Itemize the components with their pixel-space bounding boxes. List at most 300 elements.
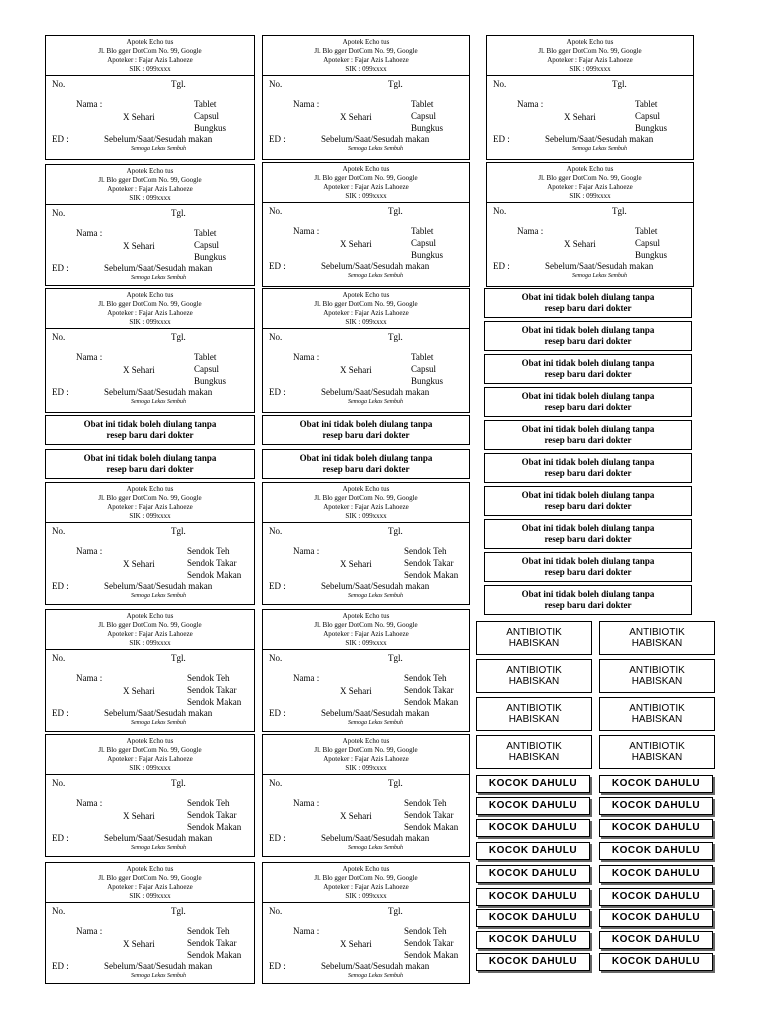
shake-first-label: KOCOK DAHULU <box>476 888 590 906</box>
no-field: No. <box>269 206 283 216</box>
warning-line: Obat ini tidak boleh diulang tanpa <box>521 556 655 566</box>
spoon-option: Sendok Teh <box>187 673 230 683</box>
shake-first-label: KOCOK DAHULU <box>599 819 713 837</box>
shake-first-label: KOCOK DAHULU <box>599 909 713 927</box>
no-field: No. <box>52 906 66 916</box>
antibiotic-line: ANTIBIOTIK <box>506 665 562 676</box>
spoon-option: Sendok Teh <box>404 673 447 683</box>
pharmacy-address: Jl. Blo gger DotCom No. 99, Google <box>314 47 418 55</box>
no-field: No. <box>52 79 66 89</box>
shake-first-label: KOCOK DAHULU <box>476 819 590 837</box>
spoon-option: Sendok Teh <box>404 926 447 936</box>
motto-text: Semoga Lekas Sembuh <box>131 720 186 726</box>
antibiotic-line: HABISKAN <box>631 676 683 687</box>
per-day-field: X Sehari <box>340 365 372 375</box>
no-field: No. <box>52 526 66 536</box>
syrup-label <box>262 862 470 984</box>
no-refill-warning-label <box>262 449 470 479</box>
syrup-label <box>45 862 255 984</box>
syrup-label <box>262 734 470 857</box>
pharmacy-pharmacist: Apoteker : Fajar Azis Lahoeze <box>107 503 193 511</box>
pharmacy-pharmacist: Apoteker : Fajar Azis Lahoeze <box>107 309 193 317</box>
antibiotic-line: ANTIBIOTIK <box>506 741 562 752</box>
pharmacy-address: Jl. Blo gger DotCom No. 99, Google <box>314 874 418 882</box>
meal-timing-field: Sebelum/Saat/Sesudah makan <box>104 833 213 843</box>
meal-timing-field: Sebelum/Saat/Sesudah makan <box>321 387 430 397</box>
date-field: Tgl. <box>388 653 403 663</box>
label-header <box>46 289 254 329</box>
dosage-form-option: Tablet <box>194 352 217 362</box>
per-day-field: X Sehari <box>123 112 155 122</box>
antibiotic-line: ANTIBIOTIK <box>629 627 685 638</box>
shake-first-label: KOCOK DAHULU <box>599 775 713 793</box>
name-field: Nama : <box>76 352 103 362</box>
pharmacy-name: Apotek Echo tus <box>126 865 174 873</box>
pharmacy-address: Jl. Blo gger DotCom No. 99, Google <box>314 621 418 629</box>
name-field: Nama : <box>293 673 320 683</box>
motto-text: Semoga Lekas Sembuh <box>131 593 186 599</box>
pharmacy-name: Apotek Echo tus <box>566 38 614 46</box>
pharmacy-pharmacist: Apoteker : Fajar Azis Lahoeze <box>107 755 193 763</box>
warning-line: Obat ini tidak boleh diulang tanpa <box>521 457 655 467</box>
pharmacy-address: Jl. Blo gger DotCom No. 99, Google <box>98 621 202 629</box>
dosage-form-option: Bungkus <box>411 250 444 260</box>
warning-line: Obat ini tidak boleh diulang tanpa <box>521 589 655 599</box>
pharmacy-address: Jl. Blo gger DotCom No. 99, Google <box>314 494 418 502</box>
date-field: Tgl. <box>171 778 186 788</box>
pharmacy-name: Apotek Echo tus <box>342 38 390 46</box>
pharmacy-pharmacist: Apoteker : Fajar Azis Lahoeze <box>323 503 409 511</box>
pharmacy-sik: SIK : 099xxxx <box>569 65 611 73</box>
date-field: Tgl. <box>388 526 403 536</box>
motto-text: Semoga Lekas Sembuh <box>131 399 186 405</box>
shake-first-label: KOCOK DAHULU <box>599 865 713 883</box>
no-field: No. <box>52 208 66 218</box>
dosage-form-option: Bungkus <box>411 123 444 133</box>
no-refill-warning-label <box>484 288 692 318</box>
motto-text: Semoga Lekas Sembuh <box>348 146 403 152</box>
date-field: Tgl. <box>388 206 403 216</box>
antibiotic-line: HABISKAN <box>508 676 560 687</box>
shake-first-label: KOCOK DAHULU <box>599 931 713 949</box>
pharmacy-sik: SIK : 099xxxx <box>345 192 387 200</box>
tablet-label <box>45 288 255 413</box>
antibiotic-label <box>599 659 715 693</box>
spoon-option: Sendok Teh <box>187 546 230 556</box>
date-field: Tgl. <box>171 332 186 342</box>
antibiotic-label <box>476 735 592 769</box>
dosage-form-option: Bungkus <box>635 250 668 260</box>
dosage-form-option: Tablet <box>194 99 217 109</box>
spoon-option: Sendok Takar <box>187 558 237 568</box>
motto-text: Semoga Lekas Sembuh <box>348 720 403 726</box>
expiry-field: ED : <box>52 833 69 843</box>
pharmacy-name: Apotek Echo tus <box>126 38 174 46</box>
pharmacy-address: Jl. Blo gger DotCom No. 99, Google <box>98 47 202 55</box>
date-field: Tgl. <box>388 778 403 788</box>
name-field: Nama : <box>293 798 320 808</box>
name-field: Nama : <box>293 926 320 936</box>
spoon-option: Sendok Takar <box>404 938 454 948</box>
pharmacy-name: Apotek Echo tus <box>126 167 174 175</box>
label-header <box>263 863 469 903</box>
warning-line: Obat ini tidak boleh diulang tanpa <box>521 292 655 302</box>
expiry-field: ED : <box>269 708 286 718</box>
per-day-field: X Sehari <box>123 811 155 821</box>
expiry-field: ED : <box>493 261 510 271</box>
meal-timing-field: Sebelum/Saat/Sesudah makan <box>321 581 430 591</box>
spoon-option: Sendok Takar <box>187 938 237 948</box>
pharmacy-name: Apotek Echo tus <box>126 612 174 620</box>
no-refill-warning-label <box>484 354 692 384</box>
warning-line: resep baru dari dokter <box>544 600 632 610</box>
warning-line: resep baru dari dokter <box>544 435 632 445</box>
spoon-option: Sendok Takar <box>404 685 454 695</box>
motto-text: Semoga Lekas Sembuh <box>348 273 403 279</box>
per-day-field: X Sehari <box>123 686 155 696</box>
spoon-option: Sendok Teh <box>404 798 447 808</box>
no-field: No. <box>269 526 283 536</box>
warning-line: resep baru dari dokter <box>544 567 632 577</box>
spoon-option: Sendok Makan <box>404 950 459 960</box>
dosage-form-option: Tablet <box>411 99 434 109</box>
shake-first-label: KOCOK DAHULU <box>599 888 713 906</box>
dosage-form-option: Bungkus <box>194 252 227 262</box>
label-header <box>263 610 469 650</box>
label-header <box>46 483 254 523</box>
per-day-field: X Sehari <box>564 112 596 122</box>
name-field: Nama : <box>76 546 103 556</box>
expiry-field: ED : <box>52 708 69 718</box>
no-refill-warning-label <box>484 552 692 582</box>
spoon-option: Sendok Takar <box>404 558 454 568</box>
pharmacy-pharmacist: Apoteker : Fajar Azis Lahoeze <box>323 309 409 317</box>
motto-text: Semoga Lekas Sembuh <box>131 845 186 851</box>
warning-line: resep baru dari dokter <box>544 336 632 346</box>
syrup-label <box>262 609 470 732</box>
dosage-form-option: Capsul <box>194 240 220 250</box>
no-refill-warning-label <box>484 519 692 549</box>
name-field: Nama : <box>76 926 103 936</box>
antibiotic-line: ANTIBIOTIK <box>506 627 562 638</box>
expiry-field: ED : <box>52 961 69 971</box>
dosage-form-option: Capsul <box>194 111 220 121</box>
no-field: No. <box>52 778 66 788</box>
expiry-field: ED : <box>52 387 69 397</box>
meal-timing-field: Sebelum/Saat/Sesudah makan <box>104 387 213 397</box>
pharmacy-name: Apotek Echo tus <box>126 737 174 745</box>
date-field: Tgl. <box>171 79 186 89</box>
warning-line: resep baru dari dokter <box>544 369 632 379</box>
no-refill-warning-label <box>262 415 470 445</box>
spoon-option: Sendok Makan <box>187 950 242 960</box>
name-field: Nama : <box>517 99 544 109</box>
motto-text: Semoga Lekas Sembuh <box>572 273 627 279</box>
expiry-field: ED : <box>269 833 286 843</box>
no-field: No. <box>269 906 283 916</box>
warning-line: Obat ini tidak boleh diulang tanpa <box>521 325 655 335</box>
per-day-field: X Sehari <box>123 241 155 251</box>
name-field: Nama : <box>517 226 544 236</box>
pharmacy-sik: SIK : 099xxxx <box>345 639 387 647</box>
shake-first-label: KOCOK DAHULU <box>476 797 590 815</box>
tablet-label <box>262 35 470 160</box>
warning-line: Obat ini tidak boleh diulang tanpa <box>521 358 655 368</box>
meal-timing-field: Sebelum/Saat/Sesudah makan <box>104 708 213 718</box>
syrup-label <box>45 609 255 732</box>
no-refill-warning-label <box>484 585 692 615</box>
pharmacy-sik: SIK : 099xxxx <box>129 892 171 900</box>
motto-text: Semoga Lekas Sembuh <box>348 399 403 405</box>
pharmacy-pharmacist: Apoteker : Fajar Azis Lahoeze <box>107 56 193 64</box>
date-field: Tgl. <box>171 653 186 663</box>
motto-text: Semoga Lekas Sembuh <box>131 146 186 152</box>
pharmacy-name: Apotek Echo tus <box>342 612 390 620</box>
spoon-option: Sendok Makan <box>404 697 459 707</box>
label-header <box>263 483 469 523</box>
dosage-form-option: Tablet <box>635 226 658 236</box>
dosage-form-option: Tablet <box>194 228 217 238</box>
antibiotic-line: HABISKAN <box>631 752 683 763</box>
shake-first-label: KOCOK DAHULU <box>599 953 713 971</box>
warning-line: Obat ini tidak boleh diulang tanpa <box>299 419 433 429</box>
meal-timing-field: Sebelum/Saat/Sesudah makan <box>321 261 430 271</box>
spoon-option: Sendok Makan <box>187 697 242 707</box>
antibiotic-label <box>599 735 715 769</box>
meal-timing-field: Sebelum/Saat/Sesudah makan <box>545 261 654 271</box>
meal-timing-field: Sebelum/Saat/Sesudah makan <box>104 263 213 273</box>
syrup-label <box>45 482 255 605</box>
no-field: No. <box>493 206 507 216</box>
pharmacy-pharmacist: Apoteker : Fajar Azis Lahoeze <box>547 56 633 64</box>
warning-line: resep baru dari dokter <box>544 303 632 313</box>
meal-timing-field: Sebelum/Saat/Sesudah makan <box>545 134 654 144</box>
label-header <box>487 163 693 203</box>
pharmacy-sik: SIK : 099xxxx <box>345 65 387 73</box>
dosage-form-option: Capsul <box>635 238 661 248</box>
no-field: No. <box>52 332 66 342</box>
no-refill-warning-label <box>45 415 255 445</box>
label-header <box>46 610 254 650</box>
expiry-field: ED : <box>52 263 69 273</box>
no-refill-warning-label <box>484 453 692 483</box>
warning-line: resep baru dari dokter <box>544 501 632 511</box>
pharmacy-pharmacist: Apoteker : Fajar Azis Lahoeze <box>323 883 409 891</box>
no-refill-warning-label <box>484 486 692 516</box>
pharmacy-sik: SIK : 099xxxx <box>129 512 171 520</box>
no-refill-warning-label <box>484 420 692 450</box>
pharmacy-sik: SIK : 099xxxx <box>129 318 171 326</box>
pharmacy-sik: SIK : 099xxxx <box>345 764 387 772</box>
syrup-label <box>262 482 470 605</box>
label-header <box>263 163 469 203</box>
antibiotic-line: HABISKAN <box>631 714 683 725</box>
spoon-option: Sendok Makan <box>404 822 459 832</box>
antibiotic-line: HABISKAN <box>631 638 683 649</box>
pharmacy-sik: SIK : 099xxxx <box>129 639 171 647</box>
expiry-field: ED : <box>52 134 69 144</box>
pharmacy-pharmacist: Apoteker : Fajar Azis Lahoeze <box>323 630 409 638</box>
per-day-field: X Sehari <box>123 939 155 949</box>
expiry-field: ED : <box>52 581 69 591</box>
label-header <box>46 36 254 76</box>
spoon-option: Sendok Makan <box>404 570 459 580</box>
antibiotic-label <box>599 621 715 655</box>
motto-text: Semoga Lekas Sembuh <box>348 973 403 979</box>
per-day-field: X Sehari <box>123 365 155 375</box>
pharmacy-name: Apotek Echo tus <box>566 165 614 173</box>
shake-first-label: KOCOK DAHULU <box>476 865 590 883</box>
pharmacy-address: Jl. Blo gger DotCom No. 99, Google <box>314 174 418 182</box>
tablet-label <box>262 162 470 287</box>
label-header <box>46 863 254 903</box>
antibiotic-line: ANTIBIOTIK <box>629 741 685 752</box>
shake-first-label: KOCOK DAHULU <box>476 953 590 971</box>
spoon-option: Sendok Makan <box>187 822 242 832</box>
date-field: Tgl. <box>171 906 186 916</box>
pharmacy-sik: SIK : 099xxxx <box>345 892 387 900</box>
pharmacy-name: Apotek Echo tus <box>342 165 390 173</box>
expiry-field: ED : <box>269 134 286 144</box>
pharmacy-pharmacist: Apoteker : Fajar Azis Lahoeze <box>323 56 409 64</box>
pharmacy-address: Jl. Blo gger DotCom No. 99, Google <box>98 176 202 184</box>
per-day-field: X Sehari <box>340 559 372 569</box>
shake-first-label: KOCOK DAHULU <box>476 842 590 860</box>
tablet-label <box>486 35 694 160</box>
dosage-form-option: Tablet <box>411 352 434 362</box>
name-field: Nama : <box>76 673 103 683</box>
tablet-label <box>486 162 694 287</box>
meal-timing-field: Sebelum/Saat/Sesudah makan <box>104 581 213 591</box>
pharmacy-sik: SIK : 099xxxx <box>129 65 171 73</box>
warning-line: resep baru dari dokter <box>106 464 194 474</box>
pharmacy-address: Jl. Blo gger DotCom No. 99, Google <box>314 746 418 754</box>
spoon-option: Sendok Teh <box>404 546 447 556</box>
no-field: No. <box>269 332 283 342</box>
date-field: Tgl. <box>388 332 403 342</box>
pharmacy-address: Jl. Blo gger DotCom No. 99, Google <box>98 874 202 882</box>
antibiotic-line: HABISKAN <box>508 714 560 725</box>
pharmacy-name: Apotek Echo tus <box>342 865 390 873</box>
spoon-option: Sendok Makan <box>187 570 242 580</box>
tablet-label <box>45 35 255 160</box>
dosage-form-option: Capsul <box>194 364 220 374</box>
pharmacy-name: Apotek Echo tus <box>126 485 174 493</box>
no-refill-warning-label <box>484 387 692 417</box>
no-refill-warning-label <box>484 321 692 351</box>
pharmacy-name: Apotek Echo tus <box>342 291 390 299</box>
pharmacy-pharmacist: Apoteker : Fajar Azis Lahoeze <box>323 755 409 763</box>
motto-text: Semoga Lekas Sembuh <box>348 593 403 599</box>
dosage-form-option: Tablet <box>635 99 658 109</box>
label-header <box>263 36 469 76</box>
no-field: No. <box>269 778 283 788</box>
no-field: No. <box>52 653 66 663</box>
pharmacy-pharmacist: Apoteker : Fajar Azis Lahoeze <box>107 185 193 193</box>
label-header <box>263 735 469 775</box>
name-field: Nama : <box>293 546 320 556</box>
label-header <box>487 36 693 76</box>
motto-text: Semoga Lekas Sembuh <box>131 973 186 979</box>
shake-first-label: KOCOK DAHULU <box>476 775 590 793</box>
name-field: Nama : <box>76 798 103 808</box>
warning-line: resep baru dari dokter <box>544 402 632 412</box>
date-field: Tgl. <box>388 79 403 89</box>
warning-line: Obat ini tidak boleh diulang tanpa <box>299 453 433 463</box>
pharmacy-address: Jl. Blo gger DotCom No. 99, Google <box>98 300 202 308</box>
pharmacy-sik: SIK : 099xxxx <box>129 764 171 772</box>
date-field: Tgl. <box>171 526 186 536</box>
antibiotic-line: HABISKAN <box>508 638 560 649</box>
antibiotic-line: ANTIBIOTIK <box>506 703 562 714</box>
dosage-form-option: Bungkus <box>635 123 668 133</box>
warning-line: resep baru dari dokter <box>106 430 194 440</box>
tablet-label <box>45 164 255 286</box>
warning-line: resep baru dari dokter <box>322 464 410 474</box>
pharmacy-name: Apotek Echo tus <box>126 291 174 299</box>
spoon-option: Sendok Teh <box>187 798 230 808</box>
spoon-option: Sendok Teh <box>187 926 230 936</box>
name-field: Nama : <box>293 352 320 362</box>
expiry-field: ED : <box>269 261 286 271</box>
meal-timing-field: Sebelum/Saat/Sesudah makan <box>321 708 430 718</box>
no-field: No. <box>269 79 283 89</box>
pharmacy-pharmacist: Apoteker : Fajar Azis Lahoeze <box>107 883 193 891</box>
date-field: Tgl. <box>612 79 627 89</box>
meal-timing-field: Sebelum/Saat/Sesudah makan <box>321 961 430 971</box>
warning-line: resep baru dari dokter <box>544 534 632 544</box>
dosage-form-option: Bungkus <box>194 376 227 386</box>
expiry-field: ED : <box>269 581 286 591</box>
name-field: Nama : <box>76 99 103 109</box>
pharmacy-address: Jl. Blo gger DotCom No. 99, Google <box>98 494 202 502</box>
dosage-form-option: Capsul <box>635 111 661 121</box>
per-day-field: X Sehari <box>340 939 372 949</box>
date-field: Tgl. <box>171 208 186 218</box>
warning-line: Obat ini tidak boleh diulang tanpa <box>521 391 655 401</box>
motto-text: Semoga Lekas Sembuh <box>131 275 186 281</box>
label-header <box>46 165 254 205</box>
per-day-field: X Sehari <box>340 112 372 122</box>
warning-line: Obat ini tidak boleh diulang tanpa <box>83 419 217 429</box>
date-field: Tgl. <box>612 206 627 216</box>
antibiotic-label <box>476 659 592 693</box>
pharmacy-sik: SIK : 099xxxx <box>345 512 387 520</box>
warning-line: resep baru dari dokter <box>322 430 410 440</box>
dosage-form-option: Capsul <box>411 238 437 248</box>
no-field: No. <box>269 653 283 663</box>
meal-timing-field: Sebelum/Saat/Sesudah makan <box>104 961 213 971</box>
pharmacy-sik: SIK : 099xxxx <box>129 194 171 202</box>
pharmacy-address: Jl. Blo gger DotCom No. 99, Google <box>538 174 642 182</box>
dosage-form-option: Bungkus <box>194 123 227 133</box>
name-field: Nama : <box>76 228 103 238</box>
expiry-field: ED : <box>269 961 286 971</box>
pharmacy-address: Jl. Blo gger DotCom No. 99, Google <box>314 300 418 308</box>
dosage-form-option: Capsul <box>411 111 437 121</box>
spoon-option: Sendok Takar <box>187 685 237 695</box>
shake-first-label: KOCOK DAHULU <box>476 931 590 949</box>
pharmacy-name: Apotek Echo tus <box>342 737 390 745</box>
no-refill-warning-label <box>45 449 255 479</box>
name-field: Nama : <box>293 99 320 109</box>
dosage-form-option: Tablet <box>411 226 434 236</box>
pharmacy-sik: SIK : 099xxxx <box>345 318 387 326</box>
shake-first-label: KOCOK DAHULU <box>599 797 713 815</box>
meal-timing-field: Sebelum/Saat/Sesudah makan <box>104 134 213 144</box>
warning-line: Obat ini tidak boleh diulang tanpa <box>521 523 655 533</box>
expiry-field: ED : <box>269 387 286 397</box>
